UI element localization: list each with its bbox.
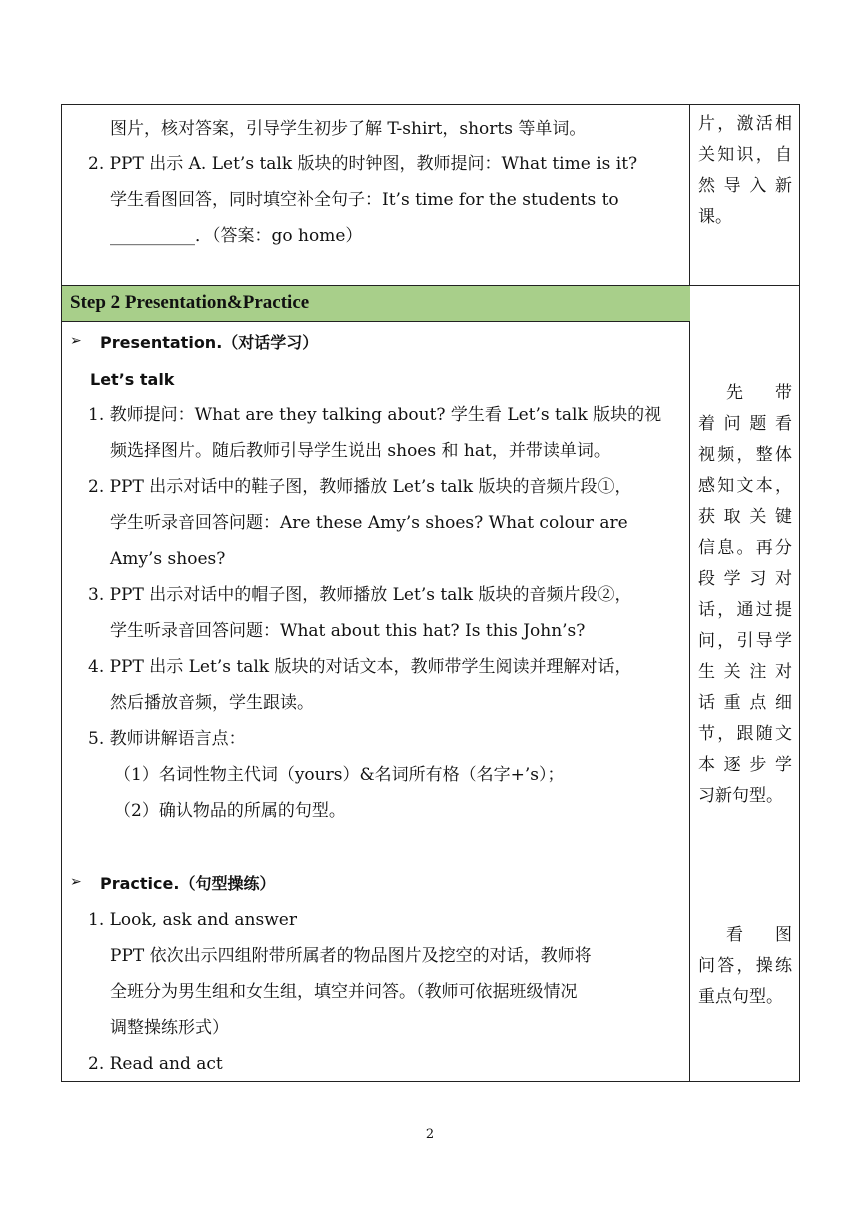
text-line: 1. Look, ask and answer — [88, 910, 297, 930]
practice-label: Practice.（句型操练） — [100, 874, 276, 893]
table-row — [62, 105, 800, 286]
side-line: 视频，整体 — [698, 445, 792, 465]
side-line: 着 问 题 看 — [698, 414, 792, 434]
text-line: 3. PPT 出示对话中的帽子图，教师播放 Let’s talk 版块的音频片段②， — [88, 585, 632, 605]
side-line: 感知文本， — [698, 476, 792, 496]
text-line: 2. Read and act — [88, 1054, 223, 1074]
step-heading: Step 2 Presentation&Practice — [70, 292, 310, 313]
side-line: 信息。再分 — [698, 538, 792, 558]
text-line: __________．（答案：go home） — [110, 226, 363, 246]
side-line: 习新句型。 — [698, 786, 783, 806]
text-line: 学生看图回答，同时填空补全句子：It’s time for the students to — [110, 190, 619, 210]
bullet-arrow-icon: ➢ — [70, 874, 82, 890]
design-intent-cell-top — [690, 105, 800, 286]
text-line: 频选择图片。随后教师引导学生说出 shoes 和 hat，并带读单词。 — [110, 441, 611, 461]
side-line: 关知识，自 — [698, 145, 792, 165]
text-line: 全班分为男生组和女生组，填空并问答。（教师可依据班级情况 — [110, 982, 578, 1002]
text-line: 5. 教师讲解语言点： — [88, 729, 246, 749]
side-line: 话 重 点 细 — [698, 693, 792, 713]
text-line: 学生听录音回答问题：What about this hat? Is this John’s? — [110, 621, 586, 641]
side-line: 重点句型。 — [698, 987, 783, 1007]
design-intent-text — [698, 109, 792, 233]
text-line: 1. 教师提问：What are they talking about? 学生看 Let’s talk 版块的视 — [88, 405, 662, 425]
design-intent-cell-step2 — [690, 286, 800, 1082]
side-line: 然 导 入 新 — [698, 176, 792, 196]
procedure-cell-step2 — [62, 286, 690, 1082]
procedure-cell-top — [62, 105, 690, 286]
side-line: 问答，操练 — [698, 956, 792, 976]
side-line: 段 学 习 对 — [698, 569, 792, 589]
side-line: 本 逐 步 学 — [698, 755, 792, 775]
text-line: Amy’s shoes? — [110, 549, 226, 569]
design-intent-text — [698, 378, 792, 812]
text-line: 学生听录音回答问题：Are these Amy’s shoes? What colour are — [110, 513, 628, 533]
side-line: 课。 — [698, 207, 732, 227]
side-line: 先 带 — [726, 383, 792, 403]
text-line: 图片，核对答案，引导学生初步了解 T-shirt，shorts 等单词。 — [110, 119, 587, 139]
side-line: 生 关 注 对 — [698, 662, 792, 682]
text-line: （2）确认物品的所属的句型。 — [114, 801, 346, 821]
bullet-arrow-icon: ➢ — [70, 333, 82, 349]
lets-talk-label: Let’s talk — [90, 370, 175, 389]
side-line: 片，激活相 — [698, 114, 792, 134]
page-number: 2 — [425, 1127, 435, 1142]
side-line: 问，引导学 — [698, 631, 792, 651]
side-line: 节，跟随文 — [698, 724, 792, 744]
table-row — [62, 286, 800, 1082]
side-line: 获 取 关 键 — [698, 507, 792, 527]
text-line: 2. PPT 出示对话中的鞋子图，教师播放 Let’s talk 版块的音频片段①， — [88, 477, 632, 497]
step-heading-bar — [62, 286, 690, 322]
text-line: 4. PPT 出示 Let’s talk 版块的对话文本，教师带学生阅读并理解对话， — [88, 657, 632, 677]
presentation-label: Presentation.（对话学习） — [100, 333, 319, 352]
side-line: 话，通过提 — [698, 600, 792, 620]
text-line: PPT 依次出示四组附带所属者的物品图片及挖空的对话，教师将 — [110, 946, 592, 966]
text-line: 然后播放音频，学生跟读。 — [110, 693, 314, 713]
text-line: （1）名词性物主代词（yours）&名词所有格（名字+’s）； — [114, 765, 565, 785]
side-line: 看 图 — [726, 925, 792, 945]
design-intent-text — [698, 920, 792, 1013]
text-line: 调整操练形式） — [110, 1018, 229, 1038]
lesson-table — [61, 104, 800, 1082]
text-line: 2. PPT 出示 A. Let’s talk 版块的时钟图，教师提问：What time is it? — [88, 154, 638, 174]
